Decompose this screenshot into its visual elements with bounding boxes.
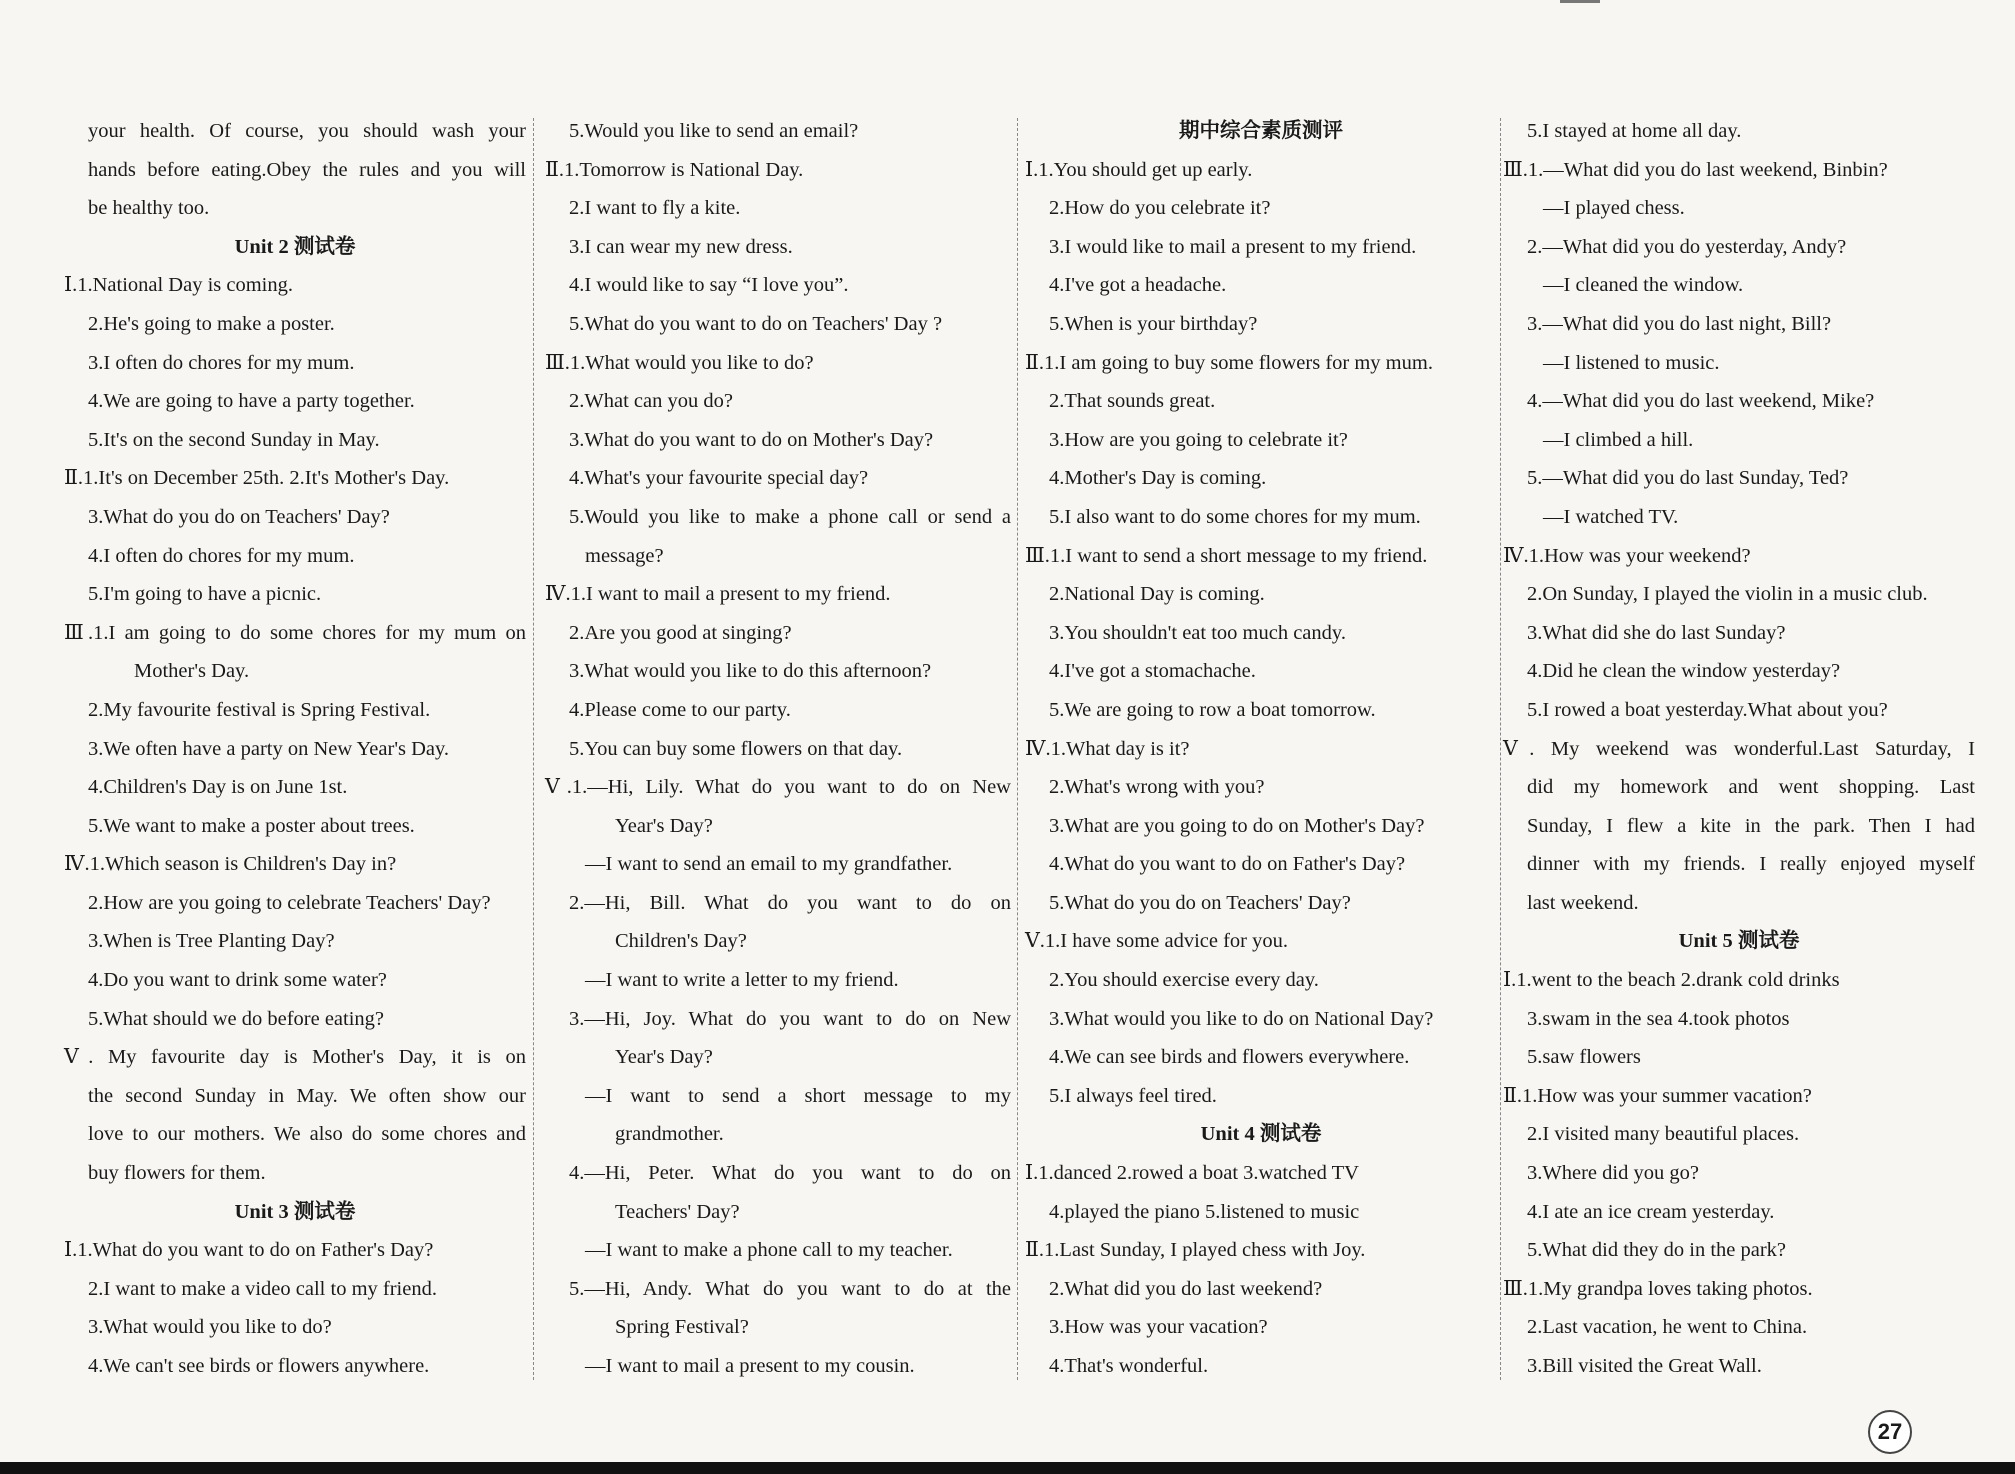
- answer-line: Ⅴ.1.—Hi, Lily. What do you want to do on New: [545, 776, 1011, 799]
- answer-line: 2.I want to make a video call to my friend.: [88, 1277, 437, 1300]
- answer-line: —I want to write a letter to my friend.: [585, 969, 899, 992]
- answer-line: 5.I rowed a boat yesterday.What about you?: [1527, 698, 1888, 721]
- section-heading: Unit 3 测试卷: [234, 1200, 356, 1223]
- answer-line: Year's Day?: [615, 814, 713, 837]
- answer-line: 5.I'm going to have a picnic.: [88, 583, 322, 606]
- answer-line: —I played chess.: [1543, 197, 1685, 220]
- answer-line: Ⅱ.1.Tomorrow is National Day.: [545, 158, 804, 181]
- answer-line: 2.How do you celebrate it?: [1049, 197, 1271, 220]
- answer-line: 2.I want to fly a kite.: [569, 197, 741, 220]
- column-1: [64, 112, 526, 1382]
- answer-line: 4.What do you want to do on Father's Day?: [1049, 853, 1406, 876]
- answer-line: 5.What should we do before eating?: [88, 1007, 385, 1030]
- bottom-edge-bar: [0, 1462, 2015, 1474]
- answer-line: —I want to send a short message to my: [585, 1084, 1011, 1107]
- answer-line: 5.Would you like to make a phone call or send a: [569, 505, 1011, 528]
- answer-line: 3.How was your vacation?: [1049, 1316, 1268, 1339]
- answer-line: Ⅲ.1.—What did you do last weekend, Binbin?: [1503, 158, 1888, 181]
- answer-line: 5.It's on the second Sunday in May.: [88, 428, 380, 451]
- answer-line: Children's Day?: [615, 930, 747, 953]
- answer-line: 2.Last vacation, he went to China.: [1527, 1316, 1808, 1339]
- answer-line: 3.What would you like to do this afternoon?: [569, 660, 932, 683]
- answer-line: 3.Where did you go?: [1527, 1162, 1699, 1185]
- answer-line: 4.I would like to say “I love you”.: [569, 274, 849, 297]
- answer-line: Ⅴ. My favourite day is Mother's Day, it is on: [64, 1046, 526, 1069]
- answer-line: 4.We are going to have a party together.: [88, 390, 415, 413]
- answer-line: did my homework and went shopping. Last: [1527, 776, 1975, 799]
- answer-line: Sunday, I flew a kite in the park. Then I had: [1527, 814, 1975, 837]
- answer-line: 4.Children's Day is on June 1st.: [88, 776, 348, 799]
- answer-line: 5.We are going to row a boat tomorrow.: [1049, 698, 1376, 721]
- answer-line: the second Sunday in May. We often show our: [88, 1084, 526, 1107]
- answer-line: 2.On Sunday, I played the violin in a music club.: [1527, 583, 1928, 606]
- section-heading: Unit 4 测试卷: [1200, 1123, 1322, 1146]
- answer-line: Ⅰ.1.danced 2.rowed a boat 3.watched TV: [1025, 1162, 1359, 1185]
- answer-line: Teachers' Day?: [615, 1200, 740, 1223]
- answer-line: 2.National Day is coming.: [1049, 583, 1265, 606]
- answer-line: —I listened to music.: [1543, 351, 1720, 374]
- answer-line: 5.I also want to do some chores for my mum.: [1049, 505, 1421, 528]
- answer-line: Ⅱ.1.It's on December 25th. 2.It's Mother's Day.: [64, 467, 450, 490]
- answer-line: 3.I often do chores for my mum.: [88, 351, 355, 374]
- answer-line: 5.You can buy some flowers on that day.: [569, 737, 903, 760]
- answer-line: 4.Mother's Day is coming.: [1049, 467, 1267, 490]
- answer-line: 4.What's your favourite special day?: [569, 467, 869, 490]
- column-divider-3: [1500, 118, 1501, 1380]
- answer-line: Ⅰ.1.went to the beach 2.drank cold drinks: [1503, 969, 1840, 992]
- answer-line: 5.What do you want to do on Teachers' Day ?: [569, 312, 943, 335]
- answer-line: 3.You shouldn't eat too much candy.: [1049, 621, 1346, 644]
- answer-line: 3.Bill visited the Great Wall.: [1527, 1355, 1762, 1377]
- answer-line: Ⅲ.1.What would you like to do?: [545, 351, 814, 374]
- answer-line: Ⅰ.1.National Day is coming.: [64, 274, 294, 297]
- answer-line: 2.You should exercise every day.: [1049, 969, 1319, 992]
- answer-line: Ⅳ.1.What day is it?: [1025, 737, 1190, 760]
- answer-line: 3.When is Tree Planting Day?: [88, 930, 335, 953]
- answer-line: 3.I can wear my new dress.: [569, 235, 793, 258]
- answer-line: Ⅰ.1.You should get up early.: [1025, 158, 1253, 181]
- answer-line: 3.We often have a party on New Year's Day.: [88, 737, 450, 760]
- answer-line: 4.played the piano 5.listened to music: [1049, 1200, 1360, 1223]
- answer-line: 2.What did you do last weekend?: [1049, 1277, 1323, 1300]
- answer-line: 4.I've got a headache.: [1049, 274, 1227, 297]
- answer-line: Ⅳ.1.Which season is Children's Day in?: [64, 853, 397, 876]
- answer-line: last weekend.: [1527, 891, 1639, 914]
- answer-line: 3.I would like to mail a present to my friend.: [1049, 235, 1417, 258]
- answer-line: 5.What do you do on Teachers' Day?: [1049, 891, 1351, 914]
- answer-line: 5.I stayed at home all day.: [1527, 120, 1742, 142]
- answer-line: 4.Please come to our party.: [569, 698, 791, 721]
- answer-line: 3.How are you going to celebrate it?: [1049, 428, 1348, 451]
- answer-line: grandmother.: [615, 1123, 724, 1146]
- answer-line: —I want to mail a present to my cousin.: [585, 1355, 915, 1377]
- answer-line: Ⅲ.1.I am going to do some chores for my mum on: [64, 621, 526, 644]
- answer-line: 2.That sounds great.: [1049, 390, 1216, 413]
- answer-line: Ⅲ.1.My grandpa loves taking photos.: [1503, 1277, 1813, 1300]
- section-heading: Unit 2 测试卷: [234, 235, 356, 258]
- answer-line: 5.We want to make a poster about trees.: [88, 814, 415, 837]
- answer-line: your health. Of course, you should wash your: [88, 120, 526, 142]
- answer-line: 5.What did they do in the park?: [1527, 1239, 1787, 1262]
- answer-line: Year's Day?: [615, 1046, 713, 1069]
- answer-line: 3.What did she do last Sunday?: [1527, 621, 1786, 644]
- answer-line: message?: [585, 544, 664, 567]
- answer-line: 4.I often do chores for my mum.: [88, 544, 355, 567]
- top-edge-mark: [1560, 0, 1600, 3]
- answer-line: 4.We can't see birds or flowers anywhere.: [88, 1355, 430, 1377]
- answer-line: Ⅱ.1.I am going to buy some flowers for my mum.: [1025, 351, 1433, 374]
- answer-line: Ⅲ.1.I want to send a short message to my friend.: [1025, 544, 1428, 567]
- answer-line: 4.—Hi, Peter. What do you want to do on: [569, 1162, 1011, 1185]
- answer-line: 5.—What did you do last Sunday, Ted?: [1527, 467, 1849, 490]
- answer-line: 3.What would you like to do?: [88, 1316, 332, 1339]
- section-heading: 期中综合素质测评: [1179, 120, 1343, 142]
- answer-line: 2.What can you do?: [569, 390, 733, 413]
- answer-line: Spring Festival?: [615, 1316, 749, 1339]
- answer-line: 4.I ate an ice cream yesterday.: [1527, 1200, 1775, 1223]
- answer-line: 2.Are you good at singing?: [569, 621, 792, 644]
- answer-line: 5.I always feel tired.: [1049, 1084, 1217, 1107]
- answer-line: 2.—What did you do yesterday, Andy?: [1527, 235, 1847, 258]
- answer-line: 3.—Hi, Joy. What do you want to do on New: [569, 1007, 1011, 1030]
- answer-line: 2.He's going to make a poster.: [88, 312, 335, 335]
- answer-line: 5.—Hi, Andy. What do you want to do at the: [569, 1277, 1011, 1300]
- answer-line: Ⅴ.1.I have some advice for you.: [1025, 930, 1288, 953]
- column-divider-2: [1017, 118, 1018, 1380]
- answer-line: 4.Do you want to drink some water?: [88, 969, 387, 992]
- answer-line: 4.We can see birds and flowers everywhere.: [1049, 1046, 1410, 1069]
- page-number: 27: [1868, 1410, 1912, 1454]
- answer-line: Ⅳ.1.How was your weekend?: [1503, 544, 1751, 567]
- answer-line: 3.—What did you do last night, Bill?: [1527, 312, 1832, 335]
- answer-line: be healthy too.: [88, 197, 210, 220]
- answer-line: 2.—Hi, Bill. What do you want to do on: [569, 891, 1011, 914]
- answer-line: 3.What do you want to do on Mother's Day?: [569, 428, 934, 451]
- answer-line: Ⅱ.1.Last Sunday, I played chess with Joy.: [1025, 1239, 1366, 1262]
- answer-line: 3.What are you going to do on Mother's Day?: [1049, 814, 1425, 837]
- answer-line: 4.Did he clean the window yesterday?: [1527, 660, 1841, 683]
- answer-line: love to our mothers. We also do some chores and: [88, 1123, 526, 1146]
- answer-line: 2.I visited many beautiful places.: [1527, 1123, 1800, 1146]
- answer-line: 5.Would you like to send an email?: [569, 120, 859, 142]
- answer-line: 4.I've got a stomachache.: [1049, 660, 1256, 683]
- answer-line: 3.What do you do on Teachers' Day?: [88, 505, 390, 528]
- answer-line: 3.swam in the sea 4.took photos: [1527, 1007, 1790, 1030]
- answer-line: —I climbed a hill.: [1543, 428, 1694, 451]
- answer-line: —I want to send an email to my grandfather.: [585, 853, 953, 876]
- column-4: [1503, 112, 1975, 1382]
- answer-line: hands before eating.Obey the rules and you will: [88, 158, 526, 181]
- section-heading: Unit 5 测试卷: [1678, 930, 1800, 953]
- answer-line: 4.—What did you do last weekend, Mike?: [1527, 390, 1875, 413]
- answer-line: 5.When is your birthday?: [1049, 312, 1258, 335]
- answer-line: 2.My favourite festival is Spring Festival.: [88, 698, 431, 721]
- answer-line: Ⅰ.1.What do you want to do on Father's Day?: [64, 1239, 434, 1262]
- answer-line: 4.That's wonderful.: [1049, 1355, 1209, 1377]
- answer-line: —I watched TV.: [1543, 505, 1679, 528]
- answer-line: Ⅳ.1.I want to mail a present to my friend.: [545, 583, 891, 606]
- answer-line: 2.How are you going to celebrate Teachers' Day?: [88, 891, 491, 914]
- column-divider-1: [533, 118, 534, 1380]
- answer-line: Ⅱ.1.How was your summer vacation?: [1503, 1084, 1812, 1107]
- answer-line: —I cleaned the window.: [1543, 274, 1744, 297]
- answer-line: 2.What's wrong with you?: [1049, 776, 1265, 799]
- answer-line: 3.What would you like to do on National Day?: [1049, 1007, 1434, 1030]
- answer-line: buy flowers for them.: [88, 1162, 266, 1185]
- answer-line: 5.saw flowers: [1527, 1046, 1641, 1069]
- answer-line: dinner with my friends. I really enjoyed myself: [1527, 853, 1975, 876]
- answer-line: Mother's Day.: [134, 660, 250, 683]
- answer-line: Ⅴ. My weekend was wonderful.Last Saturday, I: [1503, 737, 1975, 760]
- column-2: [545, 112, 1011, 1382]
- column-3: [1025, 112, 1497, 1382]
- answer-line: —I want to make a phone call to my teacher.: [585, 1239, 953, 1262]
